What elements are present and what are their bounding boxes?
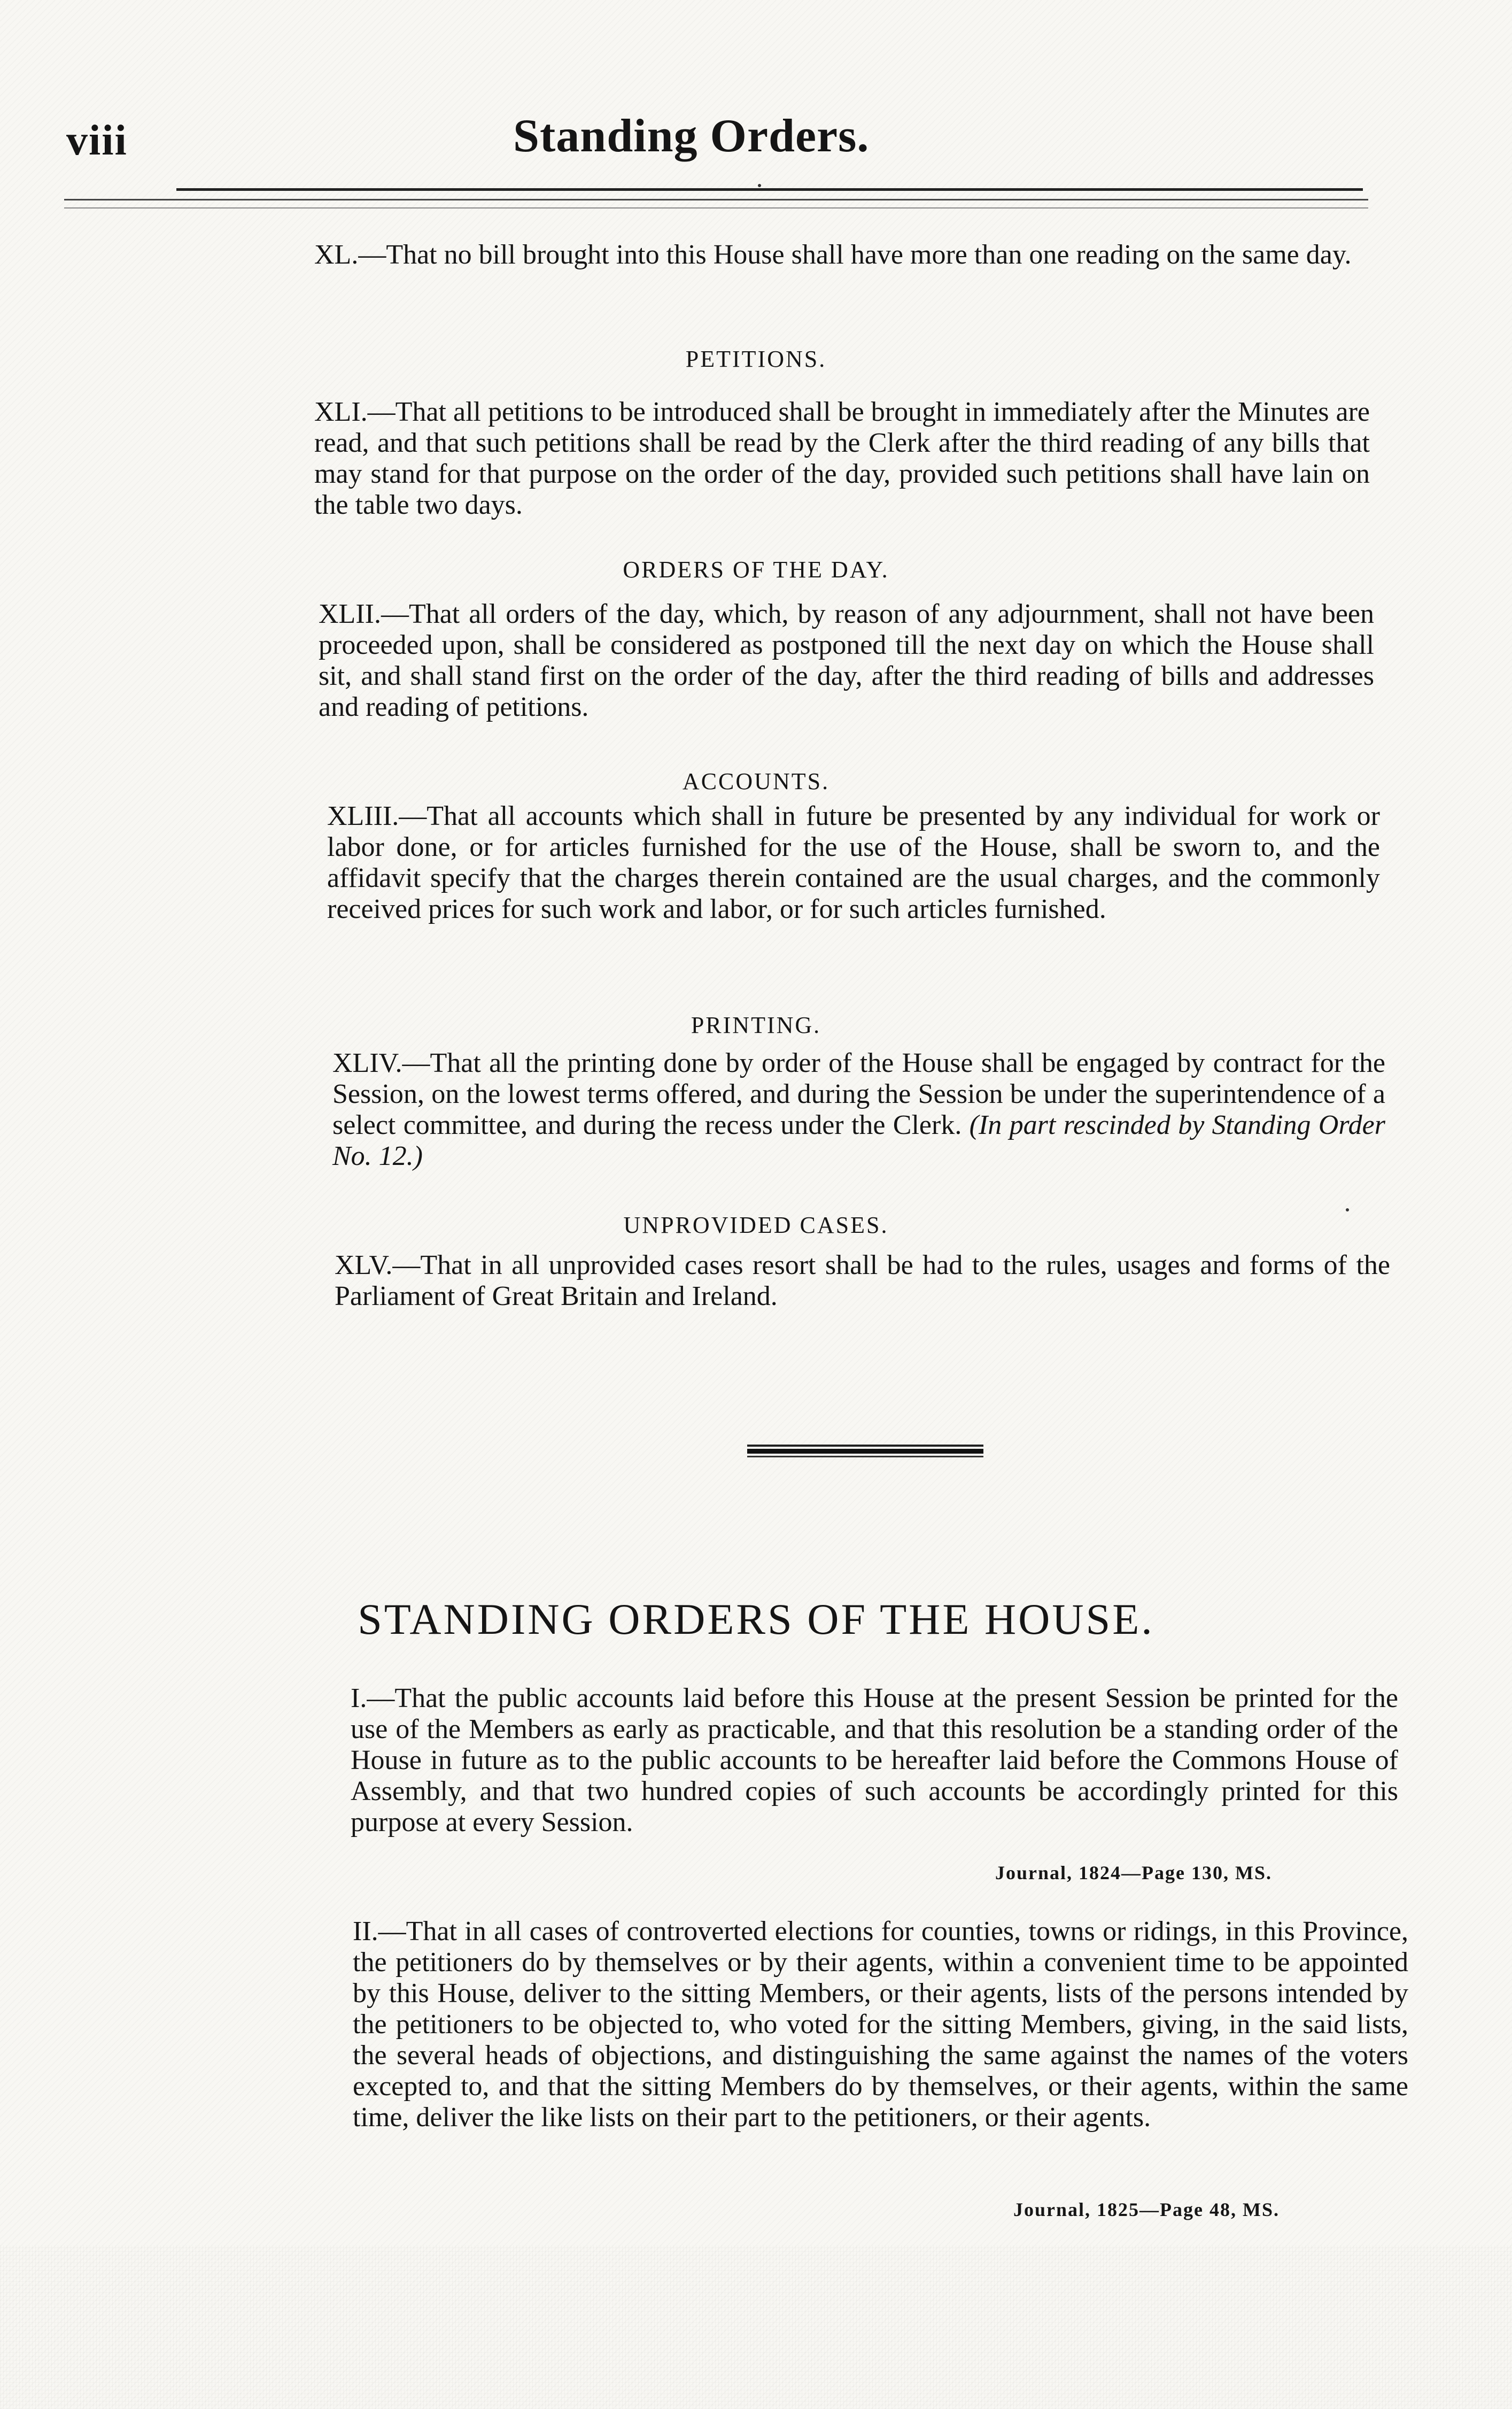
ink-speck: [758, 184, 761, 187]
section-heading-unprovided-cases: UNPROVIDED CASES.: [623, 1212, 889, 1238]
order-text: —That all the printing done by order of the House shall be engaged by contract for the Session, on the lowest terms offered, and during the Session be under the superintendence of a select committee, and during the recess under the Clerk.: [332, 1048, 1385, 1140]
order-text: —That all petitions to be introduced shall be brought in immediately after the Minutes are read, and that such petitions shall be read by the Clerk after the third reading of any bills that may stand for that purpose on the order of the day, provided such petitions shall have lain on the table two days.: [314, 397, 1370, 520]
header-rule: [64, 207, 1368, 209]
order-number: XLII.: [319, 599, 381, 629]
order-text: —That in all unprovided cases resort shall be had to the rules, usages and forms of the Parliament of Great Britain and Ireland.: [335, 1250, 1390, 1311]
order-text: —That the public accounts laid before this House at the present Session be printed for the use of the Members as early as practicable, and that this resolution be a standing order of the House in future as to the public accounts to be hereafter laid before the Commons House of Assembly, and that two hundred copies of such accounts be accordingly printed for this purpose at every Session.: [351, 1683, 1398, 1837]
order-number: XLV.: [335, 1250, 393, 1280]
header-rule: [176, 188, 1363, 191]
order-xliii: [327, 801, 1380, 925]
house-order-i: [351, 1683, 1398, 1838]
order-number: XLIII.: [327, 801, 399, 831]
page-number: viii: [66, 117, 128, 164]
house-orders-title: STANDING ORDERS OF THE HOUSE.: [358, 1595, 1154, 1643]
order-number: II.: [353, 1916, 378, 1947]
order-text: —That in all cases of controverted elections for counties, towns or ridings, in this Province, the petitioners do by themselves or by their agents, within a convenient time to be appointed by this House, deliver to the sitting Members, or their agents, lists of the persons intended by the petitioners to be objected to, who voted for the sitting Members, giving, in the said lists, the several heads of objections, and distinguishing the same against the names of the voters excepted to, and that the sitting Members do by themselves, or their agents, within the same time, deliver the like lists on their part to the petitioners, or their agents.: [353, 1916, 1408, 2133]
order-number: XL.: [314, 240, 359, 270]
order-text: —That all orders of the day, which, by reason of any adjournment, shall not have been proceeded upon, shall be considered as postponed till the next day on which the House shall sit, and shall stand first on the order of the day, after the third reading of bills and addresses and reading of petitions.: [319, 599, 1374, 722]
order-number: I.: [351, 1683, 367, 1713]
order-text: —That all accounts which shall in future be presented by any individual for work or labor done, or for articles furnished for the use of the House, shall be sworn to, and the affidavit specify that the charges therein contained are the usual charges, and the commonly received prices for such work and labor, or for such articles furnished.: [327, 801, 1380, 924]
journal-reference: Journal, 1825—Page 48, MS.: [1013, 2199, 1280, 2220]
house-order-ii: [353, 1916, 1408, 2133]
section-heading-orders-of-the-day: ORDERS OF THE DAY.: [623, 557, 889, 583]
order-text: —That no bill brought into this House shall have more than one reading on the same day.: [358, 240, 1352, 270]
scan-noise: [0, 2245, 1512, 2409]
section-heading-petitions: PETITIONS.: [685, 346, 827, 372]
order-number: XLI.: [314, 397, 368, 427]
order-xli: [314, 397, 1370, 521]
rescinded-note: (In part rescinded by Standing Order No. 12.): [332, 1110, 1385, 1171]
order-xliv: [332, 1048, 1385, 1172]
section-heading-printing: PRINTING.: [691, 1012, 821, 1038]
running-title: Standing Orders.: [513, 110, 870, 162]
order-xlii: [319, 599, 1374, 723]
header-rule: [64, 199, 1368, 200]
order-xlv: [335, 1250, 1390, 1312]
section-heading-accounts: ACCOUNTS.: [682, 768, 830, 794]
order-xl: [314, 240, 1362, 271]
section-divider: [747, 1445, 983, 1457]
order-number: XLIV.: [332, 1048, 402, 1078]
ink-speck: [1346, 1208, 1349, 1211]
journal-reference: Journal, 1824—Page 130, MS.: [995, 1862, 1272, 1883]
